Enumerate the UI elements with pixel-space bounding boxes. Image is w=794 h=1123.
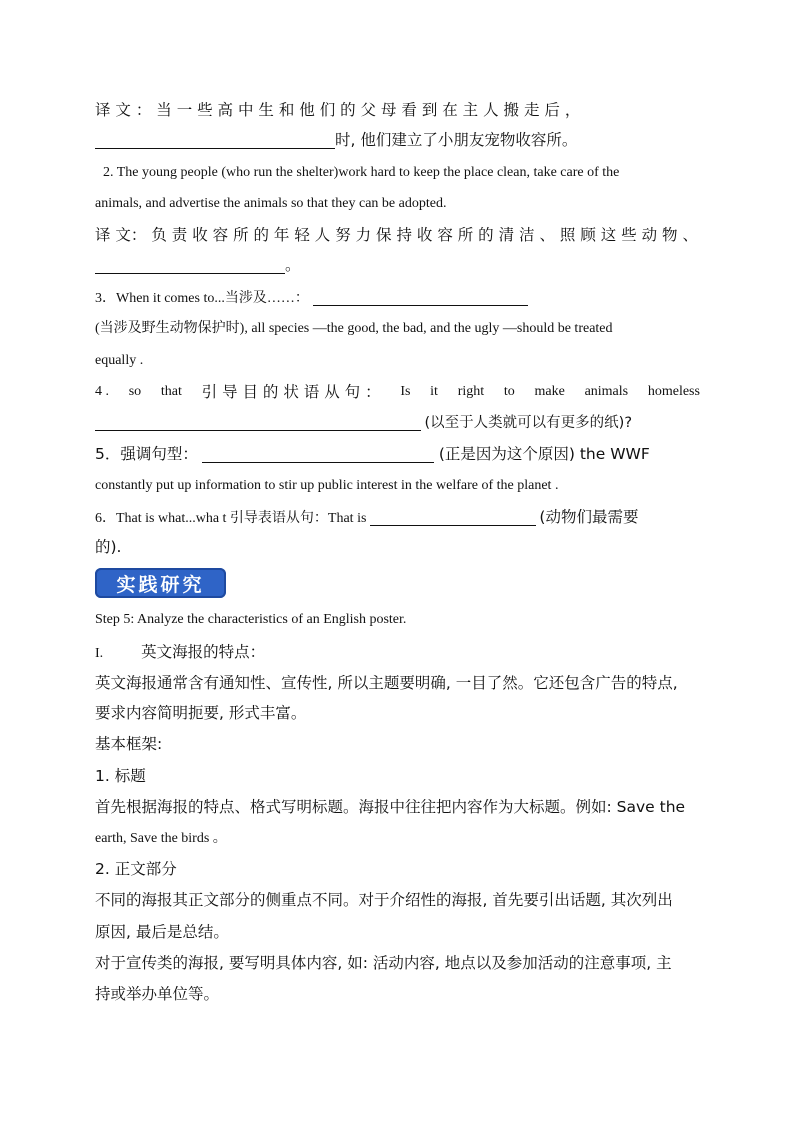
sentence-2-line-1: 2. The young people (who run the shelter)work hard to keep the place clean, take care of the bbox=[103, 165, 620, 180]
item-5-line-2: constantly put up information to stir up public interest in the welfare of the planet . bbox=[95, 478, 559, 493]
sentence-2-line-2: animals, and advertise the animals so that they can be adopted. bbox=[95, 196, 447, 211]
item-3: 3．When it comes to...当涉及……： bbox=[95, 291, 528, 306]
item-6-line-2: 的). bbox=[95, 538, 122, 556]
title-paragraph-line-1: 首先根据海报的特点、格式写明标题。海报中往往把内容作为大标题。例如: Save the bbox=[95, 798, 686, 816]
body-paragraph-1-line-1: 不同的海报其正文部分的侧重点不同。对于介绍性的海报, 首先要引出话题, 其次列出 bbox=[95, 891, 673, 909]
item-3-sentence-line-2: equally . bbox=[95, 353, 144, 368]
title-heading: 1. 标题 bbox=[95, 767, 146, 785]
body-heading: 2. 正文部分 bbox=[95, 860, 177, 878]
answer-blank[interactable] bbox=[202, 448, 434, 463]
step-5-heading: Step 5: Analyze the characteristics of an English poster. bbox=[95, 612, 407, 627]
item-4: 4 . so that 引 导 目 的 状 语 从 句 ： Is it right to make animals homeless bbox=[95, 383, 700, 401]
answer-blank[interactable] bbox=[313, 291, 528, 306]
body-paragraph-1-line-2: 原因, 最后是总结。 bbox=[95, 923, 229, 941]
title-paragraph-line-2: earth, Save the birds 。 bbox=[95, 831, 227, 846]
framework-heading: 基本框架: bbox=[95, 735, 163, 753]
translation-line-2: 时, 他们建立了小朋友宠物收容所。 bbox=[95, 133, 577, 149]
translation-line-4: 。 bbox=[95, 258, 301, 274]
body-paragraph-2-line-1: 对于宣传类的海报, 要写明具体内容, 如: 活动内容, 地点以及参加活动的注意事项, 主 bbox=[95, 954, 672, 972]
body-paragraph-2-line-2: 持或举办单位等。 bbox=[95, 985, 220, 1003]
answer-blank[interactable] bbox=[95, 416, 421, 431]
section-i-heading: I. 英文海报的特点： bbox=[95, 643, 266, 661]
answer-blank[interactable] bbox=[95, 259, 285, 274]
section-badge: 实践研究 bbox=[95, 568, 226, 598]
answer-blank[interactable] bbox=[370, 511, 536, 526]
item-4-line-2: (以至于人类就可以有更多的纸)? bbox=[95, 416, 632, 431]
item-5: 5．强调句型： (正是因为这个原因) the WWF bbox=[95, 445, 650, 463]
item-3-sentence-line-1: (当涉及野生动物保护时), all species —the good, the bad, and the ugly —should be treated bbox=[95, 321, 613, 336]
paragraph-1-line-1: 英文海报通常含有通知性、宣传性, 所以主题要明确, 一目了然。它还包含广告的特点, bbox=[95, 674, 678, 692]
translation-line-3: 译 文： 负 责 收 容 所 的 年 轻 人 努 力 保 持 收 容 所 的 清 洁 、 照 顾 这 些 动 物 、 bbox=[95, 226, 698, 244]
answer-blank[interactable] bbox=[95, 134, 335, 149]
paragraph-1-line-2: 要求内容简明扼要, 形式丰富。 bbox=[95, 704, 307, 722]
item-6: 6．That is what...wha t 引导表语从句：That is (动物们最需要 bbox=[95, 508, 639, 526]
translation-line-1: 译 文 ： 当 一 些 高 中 生 和 他 们 的 父 母 看 到 在 主 人 搬 走 后 ， bbox=[95, 101, 581, 119]
